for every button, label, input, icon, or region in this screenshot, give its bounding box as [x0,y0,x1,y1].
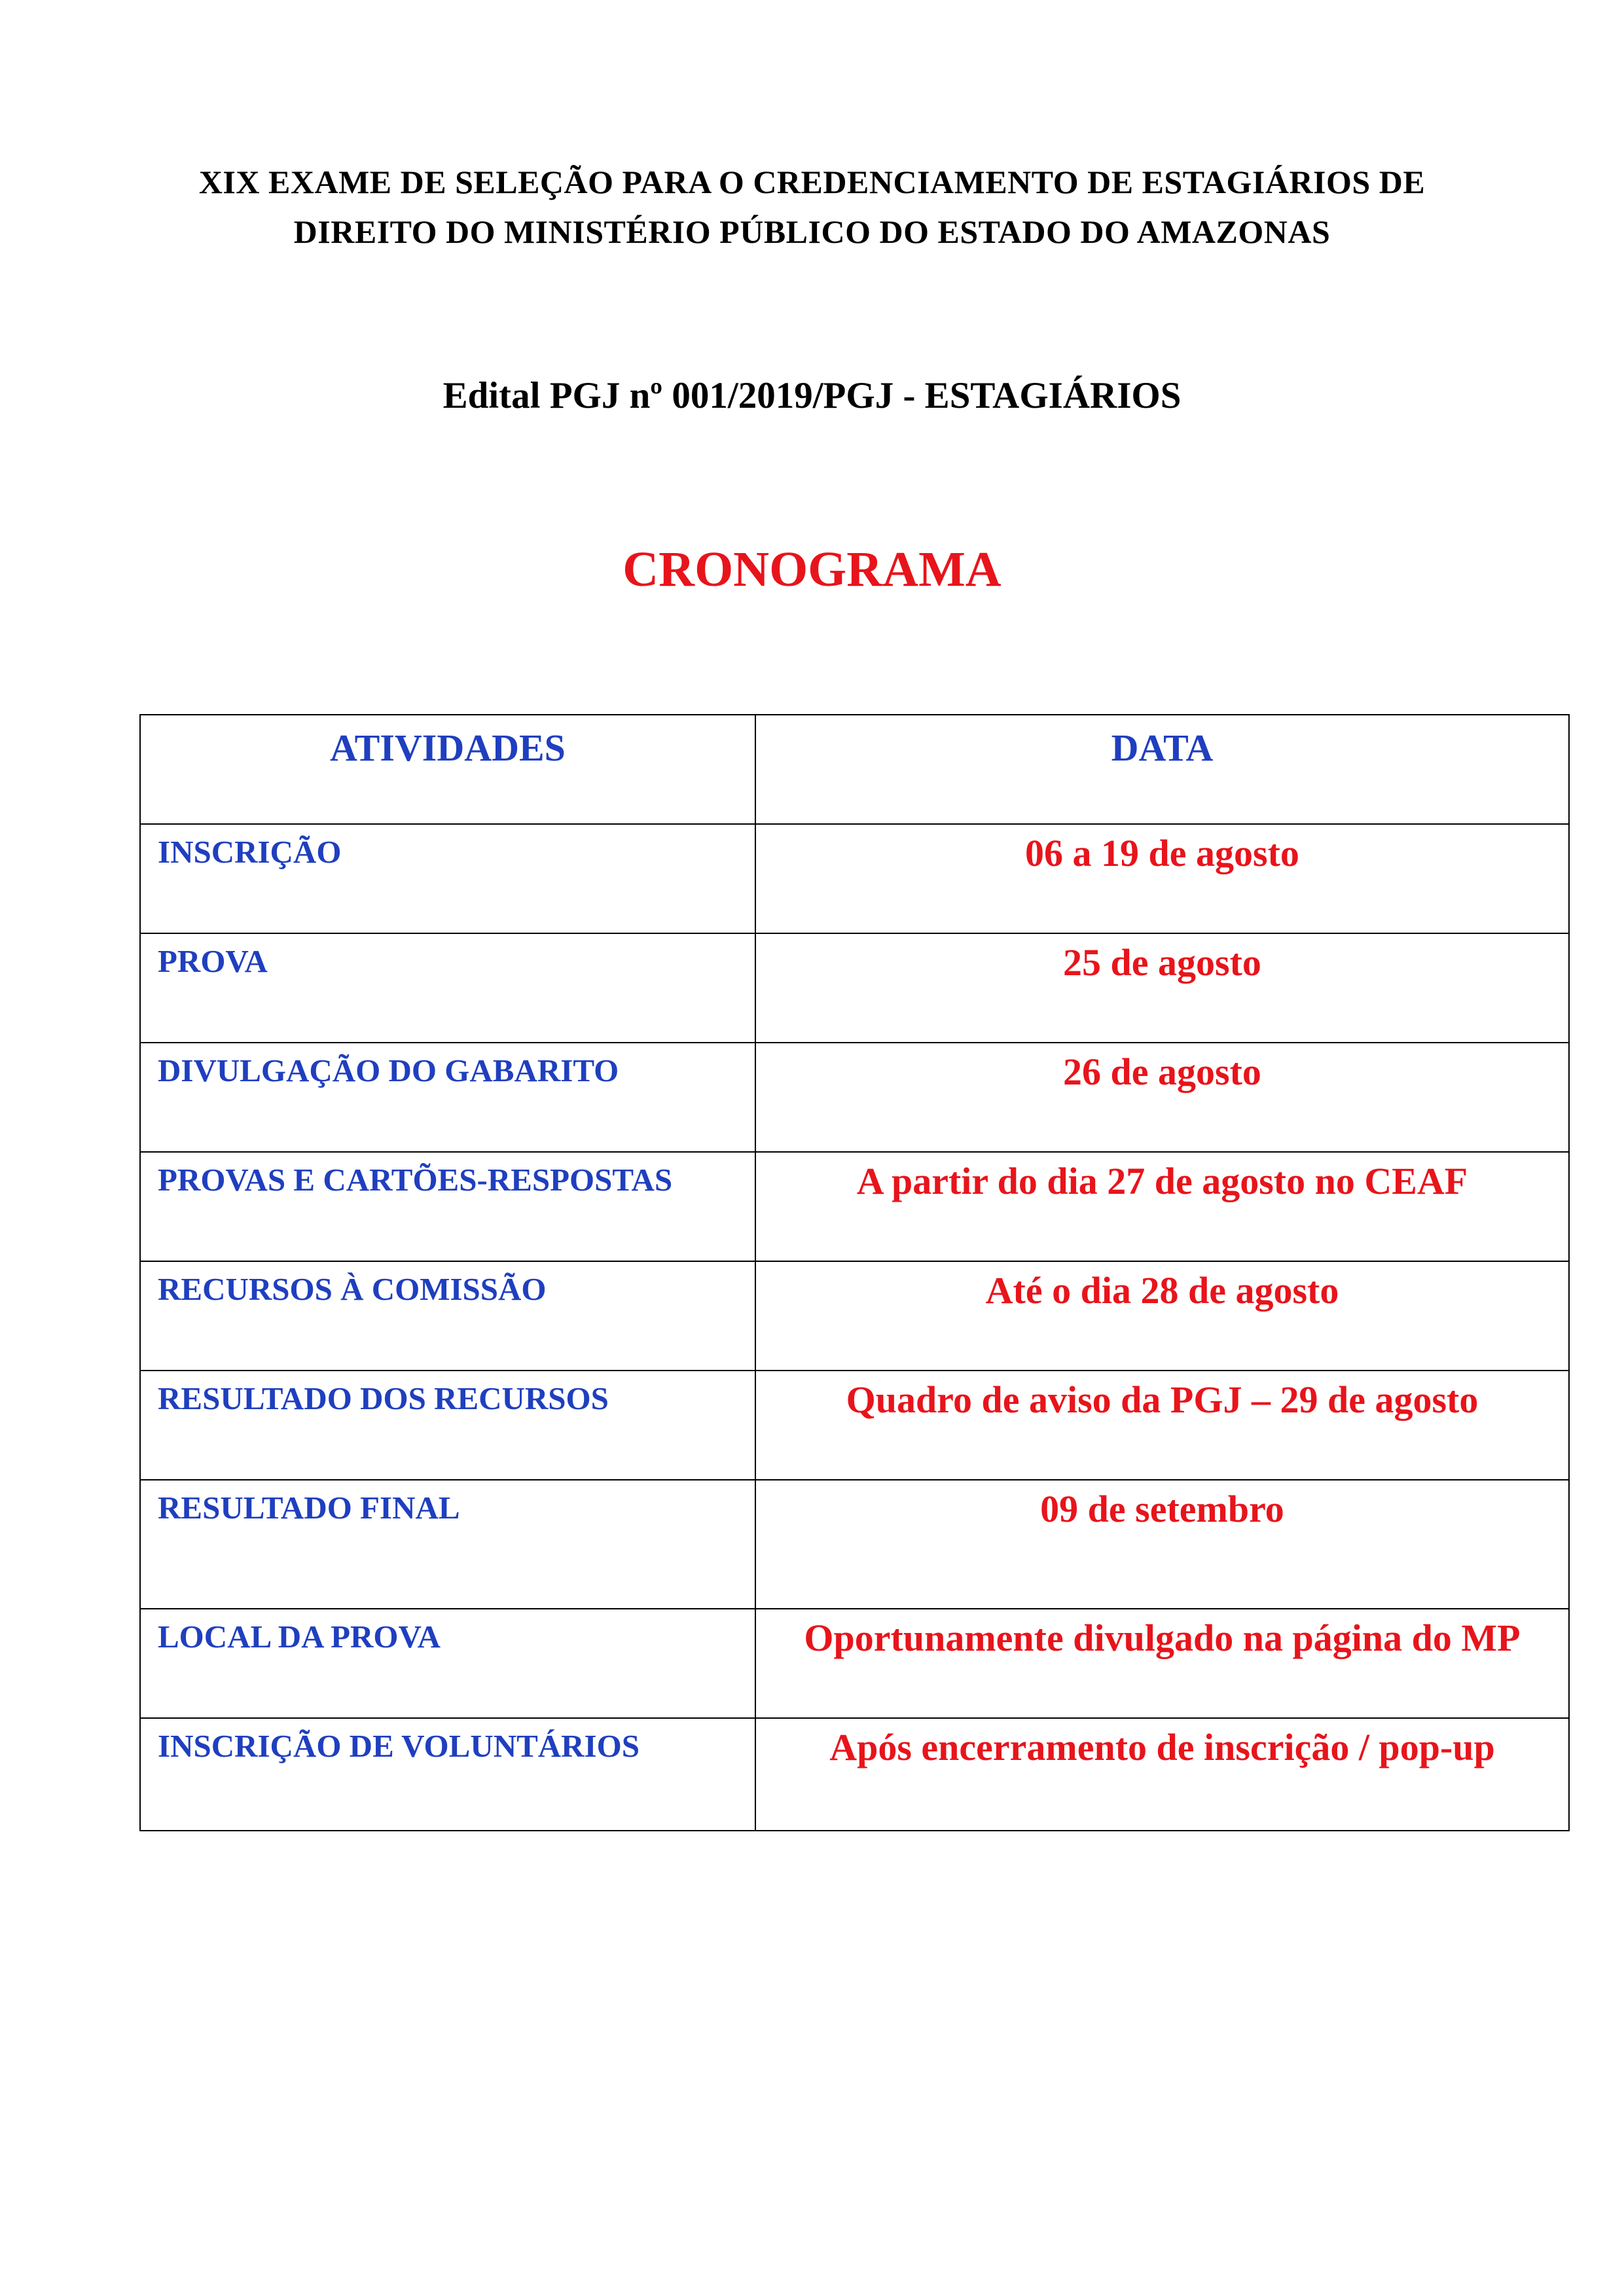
activity-cell: INSCRIÇÃO [140,824,755,933]
activity-cell: INSCRIÇÃO DE VOLUNTÁRIOS [140,1718,755,1831]
date-cell: 25 de agosto [755,933,1569,1043]
header-atividades: ATIVIDADES [140,715,755,824]
date-cell: Quadro de aviso da PGJ – 29 de agosto [755,1371,1569,1480]
activity-cell: LOCAL DA PROVA [140,1609,755,1718]
activity-cell: RESULTADO DOS RECURSOS [140,1371,755,1480]
date-cell: A partir do dia 27 de agosto no CEAF [755,1152,1569,1261]
date-cell: Oportunamente divulgado na página do MP [755,1609,1569,1718]
page-title: CRONOGRAMA [623,542,1001,597]
date-cell: Até o dia 28 de agosto [755,1261,1569,1371]
table-row [140,1718,1569,1831]
activity-cell: RESULTADO FINAL [140,1480,755,1609]
table-row [140,1152,1569,1261]
activity-cell: RECURSOS À COMISSÃO [140,1261,755,1371]
table-row [140,1609,1569,1718]
date-cell: 09 de setembro [755,1480,1569,1609]
table-row [140,1043,1569,1152]
table-row [140,1480,1569,1609]
date-cell: 26 de agosto [755,1043,1569,1152]
table-row [140,1371,1569,1480]
header-line-2: DIREITO DO MINISTÉRIO PÚBLICO DO ESTADO DO AMAZONAS [293,213,1331,250]
header-data: DATA [755,715,1569,824]
document-header [0,157,1624,257]
header-line-1: XIX EXAME DE SELEÇÃO PARA O CREDENCIAMENTO DE ESTAGIÁRIOS DE [198,164,1426,200]
edital-reference: Edital PGJ nº 001/2019/PGJ - ESTAGIÁRIOS [442,375,1182,416]
table-row [140,1261,1569,1371]
table-header-row [140,715,1569,824]
activity-cell: PROVAS E CARTÕES-RESPOSTAS [140,1152,755,1261]
date-cell: Após encerramento de inscrição / pop-up [755,1718,1569,1831]
table-row [140,933,1569,1043]
date-cell: 06 a 19 de agosto [755,824,1569,933]
activity-cell: DIVULGAÇÃO DO GABARITO [140,1043,755,1152]
schedule-table [139,714,1570,1831]
table-row [140,824,1569,933]
activity-cell: PROVA [140,933,755,1043]
